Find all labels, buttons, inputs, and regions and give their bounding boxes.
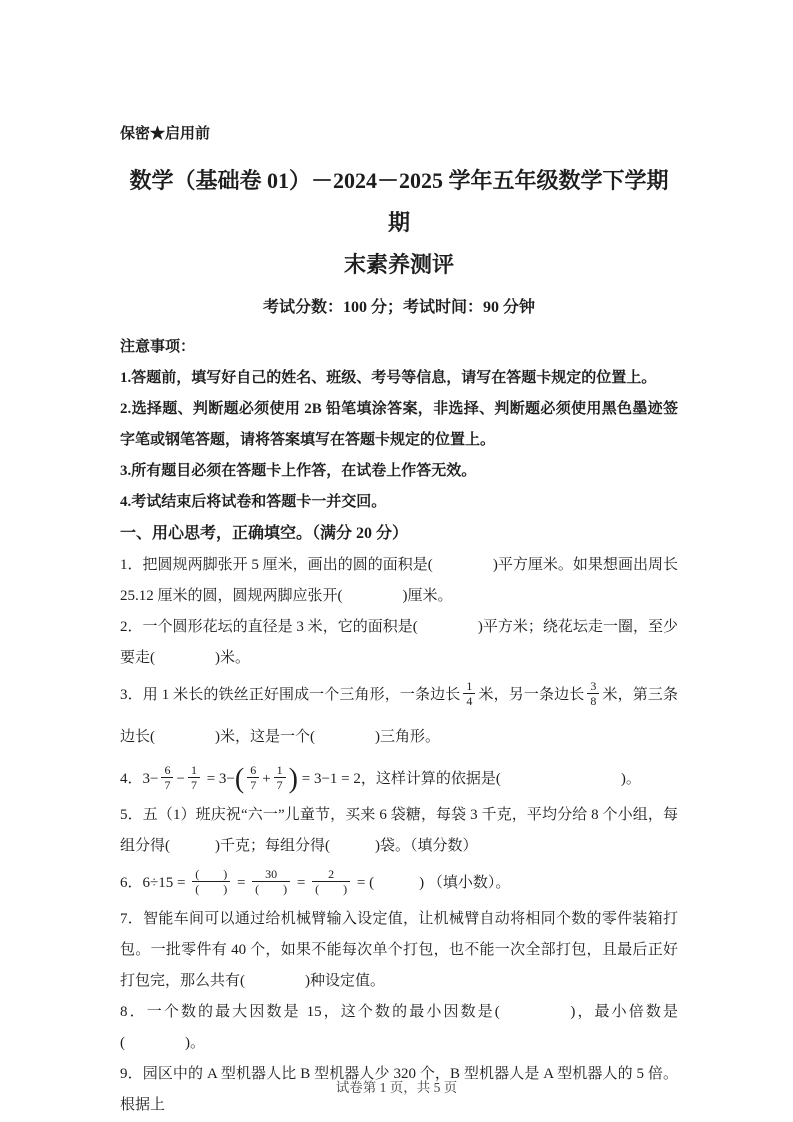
question-4-text-3: = 3−: [202, 771, 235, 787]
question-4-text-2: −: [176, 771, 185, 787]
notice-item-1: 1.答题前，填写好自己的姓名、班级、考号等信息，请写在答题卡规定的位置上。: [120, 370, 657, 386]
notice-item-2: 2.选择题、判断题必须使用 2B 铅笔填涂答案，非选择、判断题必须使用黑色墨迹签字笔或钢笔答题，请将答案填写在答题卡规定的位置上。: [120, 401, 678, 448]
exam-info: 考试分数：100 分；考试时间：90 分钟: [262, 299, 535, 316]
question-5: 5．五（1）班庆祝“六一”儿童节，买来 6 袋糖，每袋 3 千克，平均分给 8 个小组，每组分得( )千克；每组分得( )袋。（填分数）: [120, 807, 678, 854]
question-8: 8．一个数的最大因数是 15，这个数的最小因数是( )，最小倍数是( )。: [120, 1004, 678, 1051]
fraction-blank-over-blank: [192, 867, 230, 897]
fraction-one-fourth: [463, 679, 475, 709]
equals-sign: =: [293, 875, 310, 891]
question-3-text-2: 米，另一条边长: [478, 687, 585, 703]
fraction-30-over-blank: [252, 867, 290, 897]
notice-item-3: 3.所有题目必须在答题卡上作答，在试卷上作答无效。: [120, 463, 477, 479]
fraction-six-sevenths: [161, 763, 173, 793]
fraction-denominator: 7: [164, 778, 171, 793]
fraction-numerator: 2: [312, 867, 350, 882]
question-2: 2．一个圆形花坛的直径是 3 米，它的面积是( )平方米；绕花坛走一圈，至少要走( )米。: [120, 619, 678, 666]
fraction-one-seventh: [274, 763, 286, 793]
fraction-numerator: ( ): [192, 867, 230, 882]
fraction-denominator: 8: [590, 694, 597, 709]
exam-title-line1: 数学（基础卷 01）－2024－2025 学年五年级数学下学期期: [129, 168, 669, 235]
fraction-numerator: 1: [463, 679, 475, 694]
fraction-denominator: 7: [276, 778, 283, 793]
close-paren: ): [288, 763, 298, 795]
fraction-numerator: 1: [188, 763, 200, 778]
equals-sign: =: [353, 875, 370, 891]
question-6-text-2: ( ) （填小数）。: [369, 875, 511, 891]
page-number-footer: 试卷第 1 页，共 5 页: [335, 1080, 458, 1095]
question-3-text-1: 3．用 1 米长的铁丝正好围成一个三角形，一条边长: [120, 687, 461, 703]
fraction-three-eighths: [587, 679, 599, 709]
question-3-text-3: 米，第三条边长: [120, 687, 678, 745]
question-1: 1．把圆规两脚张开 5 厘米，画出的圆的面积是( )平方厘米。如果想画出周长 25.12 厘米的圆，圆规两脚应张开( )厘米。: [120, 557, 678, 604]
fraction-denominator: ( ): [315, 882, 348, 897]
section-1-heading: 一、用心思考，正确填空。（满分 20 分）: [120, 525, 409, 542]
question-3-text-4: ( )米，这是一个( )三角形。: [150, 729, 440, 745]
exam-title-line2: 末素养测评: [343, 252, 454, 277]
fraction-denominator: ( ): [255, 882, 288, 897]
fraction-numerator: 1: [274, 763, 286, 778]
exam-title: [120, 160, 678, 286]
question-3: [120, 674, 678, 758]
question-6: [120, 862, 678, 904]
fraction-denominator: ( ): [195, 882, 228, 897]
open-paren: (: [234, 763, 245, 795]
question-4-plus-sign: +: [262, 771, 271, 787]
fraction-numerator: 3: [587, 679, 599, 694]
fraction-2-over-blank: [312, 867, 350, 897]
question-9: 9．园区中的 A 型机器人比 B 型机器人少 320 个，B 型机器人是 A 型机器人的 5 倍。根据上: [120, 1066, 678, 1113]
question-4: [120, 758, 678, 800]
fraction-six-sevenths: [247, 763, 259, 793]
fraction-denominator: 7: [250, 778, 257, 793]
question-4-text-5: = 3−1 = 2，这样计算的依据是( )。: [297, 771, 641, 787]
security-label: 保密★启用前: [120, 126, 211, 142]
fraction-numerator: 6: [247, 763, 259, 778]
question-4-text-1: 4．3−: [120, 771, 159, 787]
fraction-numerator: 6: [161, 763, 173, 778]
fraction-one-seventh: [188, 763, 200, 793]
fraction-denominator: 4: [466, 694, 473, 709]
question-7: 7．智能车间可以通过给机械臂输入设定值，让机械臂自动将相同个数的零件装箱打包。一批零件有 40 个，如果不能每次单个打包，也不能一次全部打包，且最后正好打包完，那么共有( )种设定值。: [120, 911, 678, 989]
fraction-denominator: 7: [190, 778, 197, 793]
notice-item-4: 4.考试结束后将试卷和答题卡一并交回。: [120, 494, 387, 510]
notice-heading: 注意事项：: [120, 339, 196, 355]
equals-sign: =: [233, 875, 250, 891]
question-6-text-1: 6．6÷15 =: [120, 875, 190, 891]
fraction-numerator: 30: [252, 867, 290, 882]
